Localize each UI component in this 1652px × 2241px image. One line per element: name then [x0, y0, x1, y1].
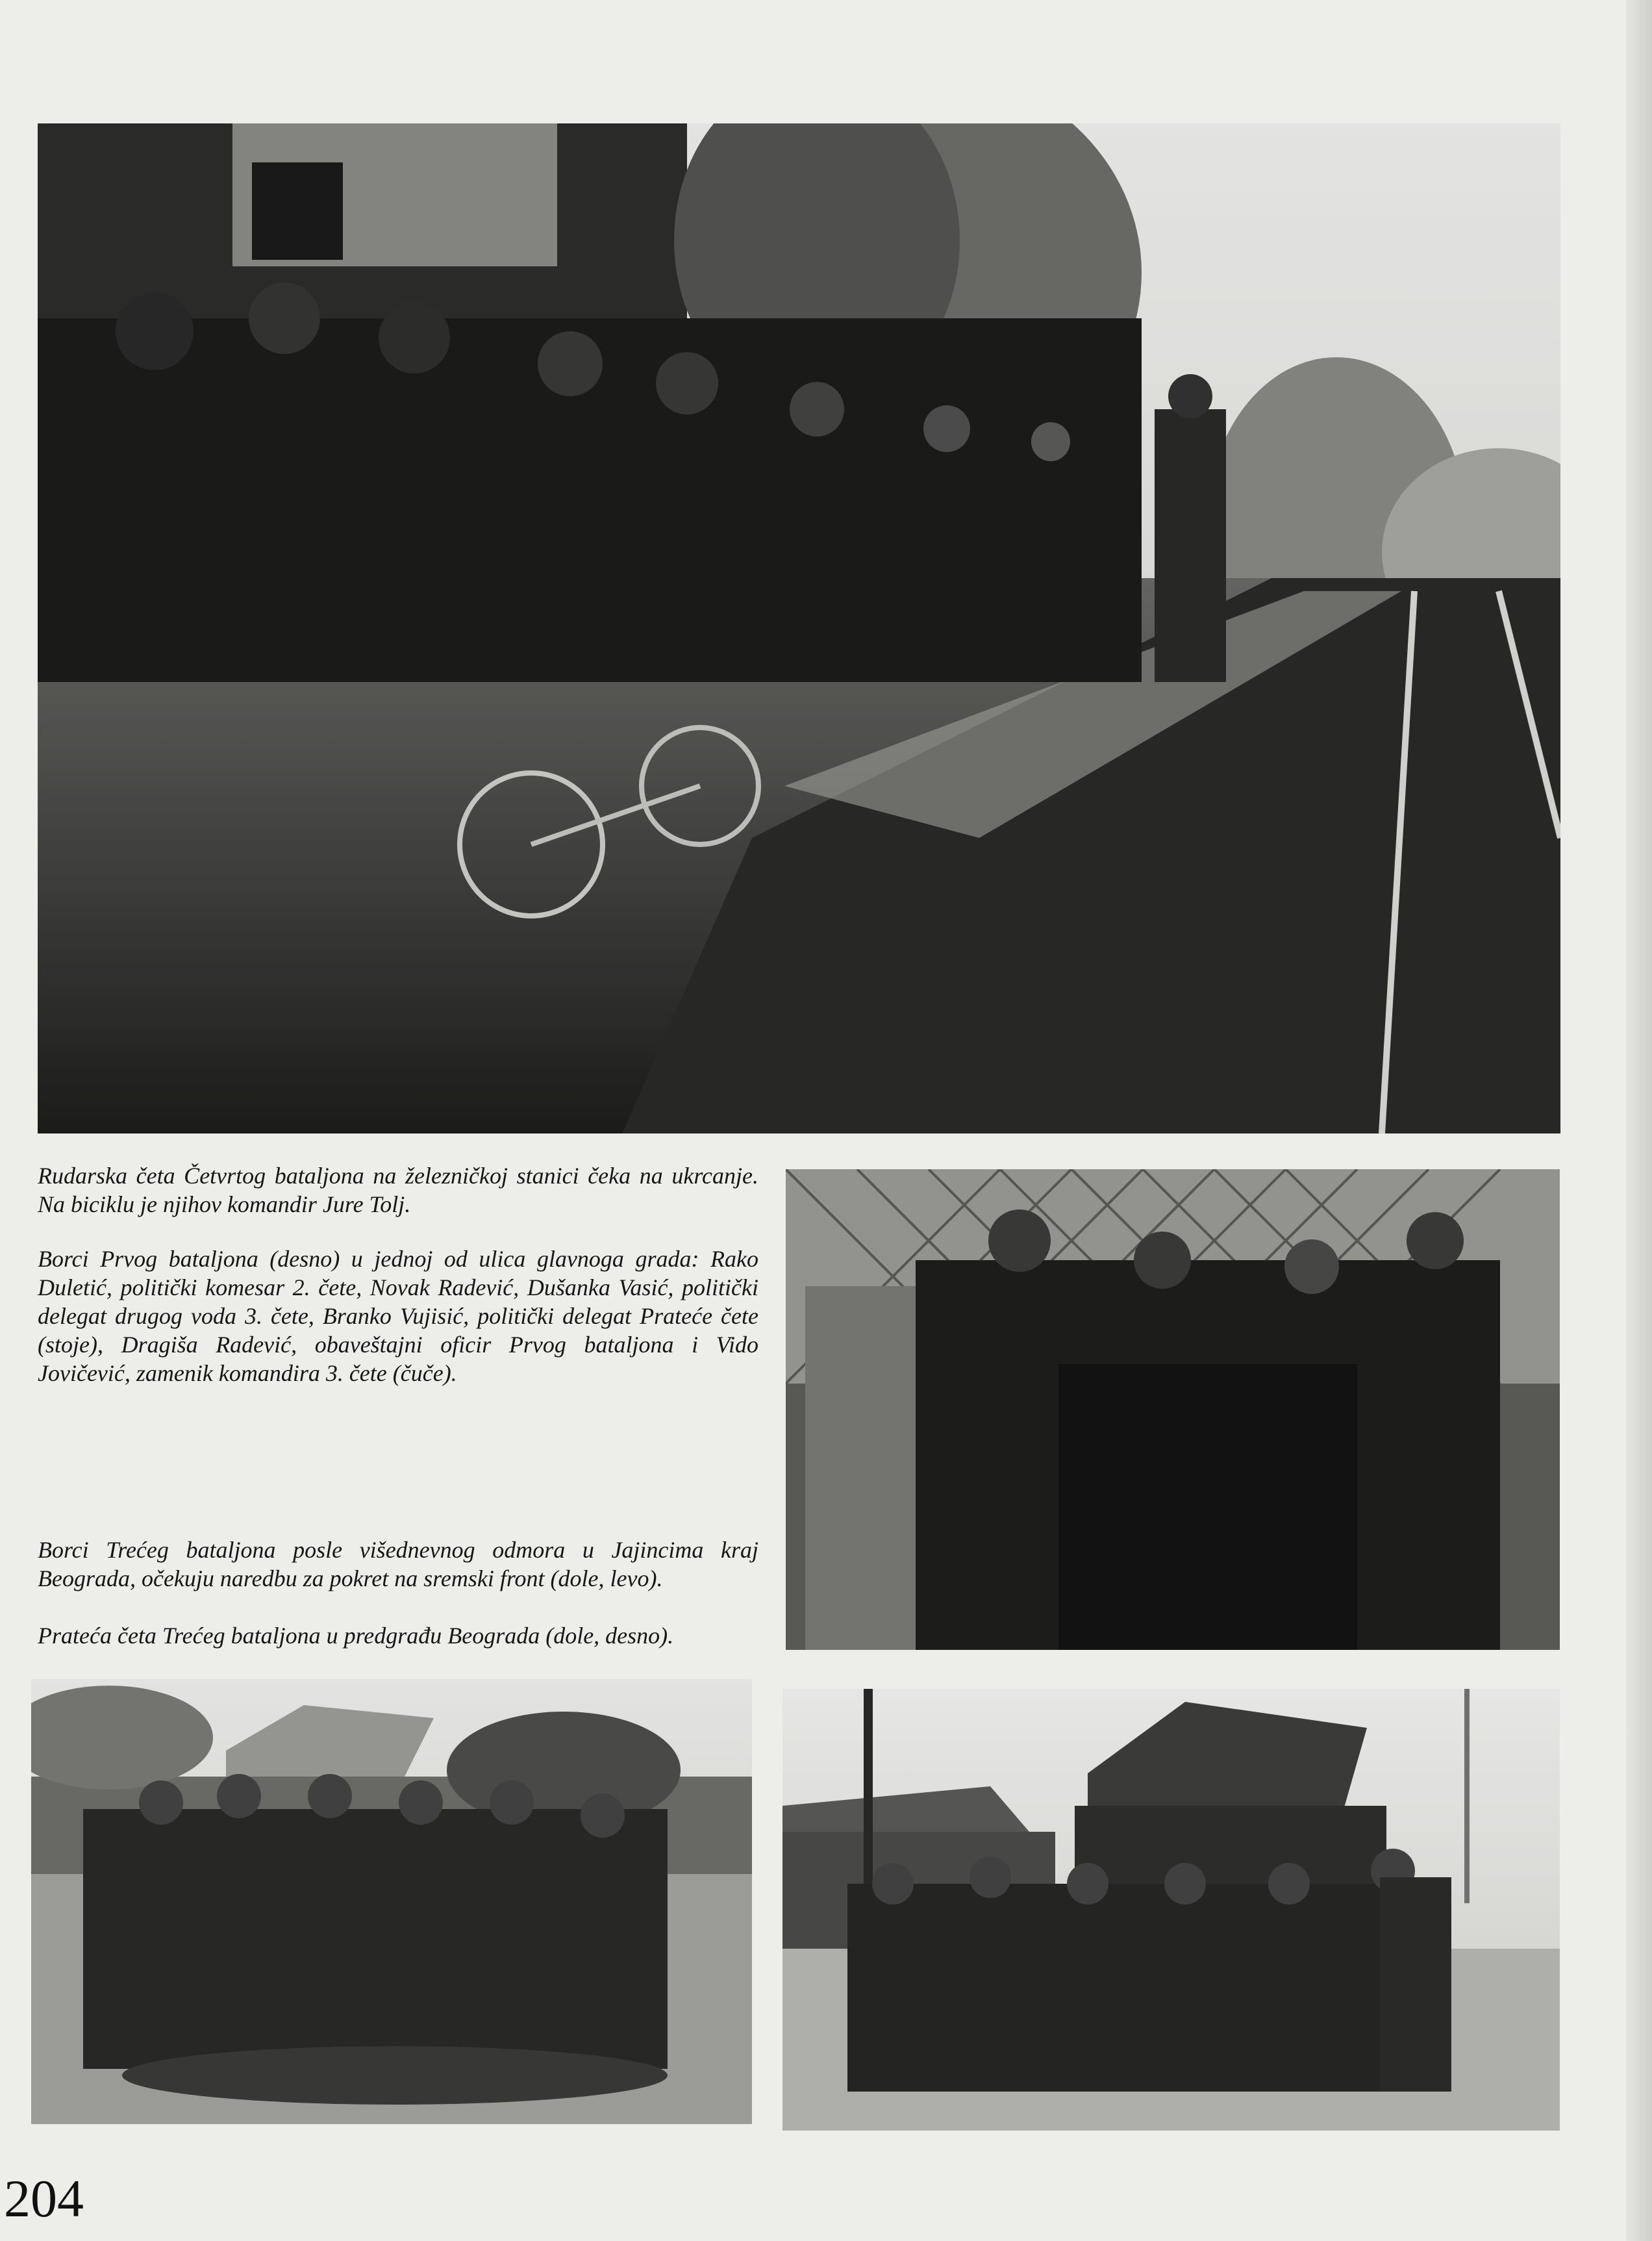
caption-third-battalion: Borci Trećeg bataljona posle višednevnog odmora u Jajincima kraj Beograda, očekuju naredbu za pokret na sremski front (dole, levo).	[38, 1537, 758, 1591]
caption-railway-station: Rudarska četa Četvrtog bataljona na železničkoj stanici čeka na ukrcanje. Na biciklu je njihov komandir Jure Tolj.	[38, 1163, 758, 1217]
photo-first-battalion	[786, 1169, 1560, 1650]
photo-railway-station	[38, 123, 1560, 1133]
photo-support-company	[782, 1689, 1560, 2131]
page-number: 204	[4, 2169, 84, 2228]
caption-support-company: Prateća četa Trećeg bataljona u predgrađu Beograda (dole, desno).	[38, 1623, 674, 1649]
photo-third-battalion-group	[31, 1679, 752, 2124]
caption-first-battalion: Borci Prvog bataljona (desno) u jednoj od ulica glavnoga grada: Rako Duletić, politički komesar 2. čete, Novak Radević, Dušanka Vasić, politički delegat drugog voda 3. čete, Branko Vujisić, politički delegat Prateće čete (stoje), Dragiša Radević, obaveštajni oficir Prvog bataljona i Vido Jovičević, zamenik komandira 3. čete (čuče).	[38, 1246, 758, 1386]
page-edge	[1626, 0, 1652, 2241]
